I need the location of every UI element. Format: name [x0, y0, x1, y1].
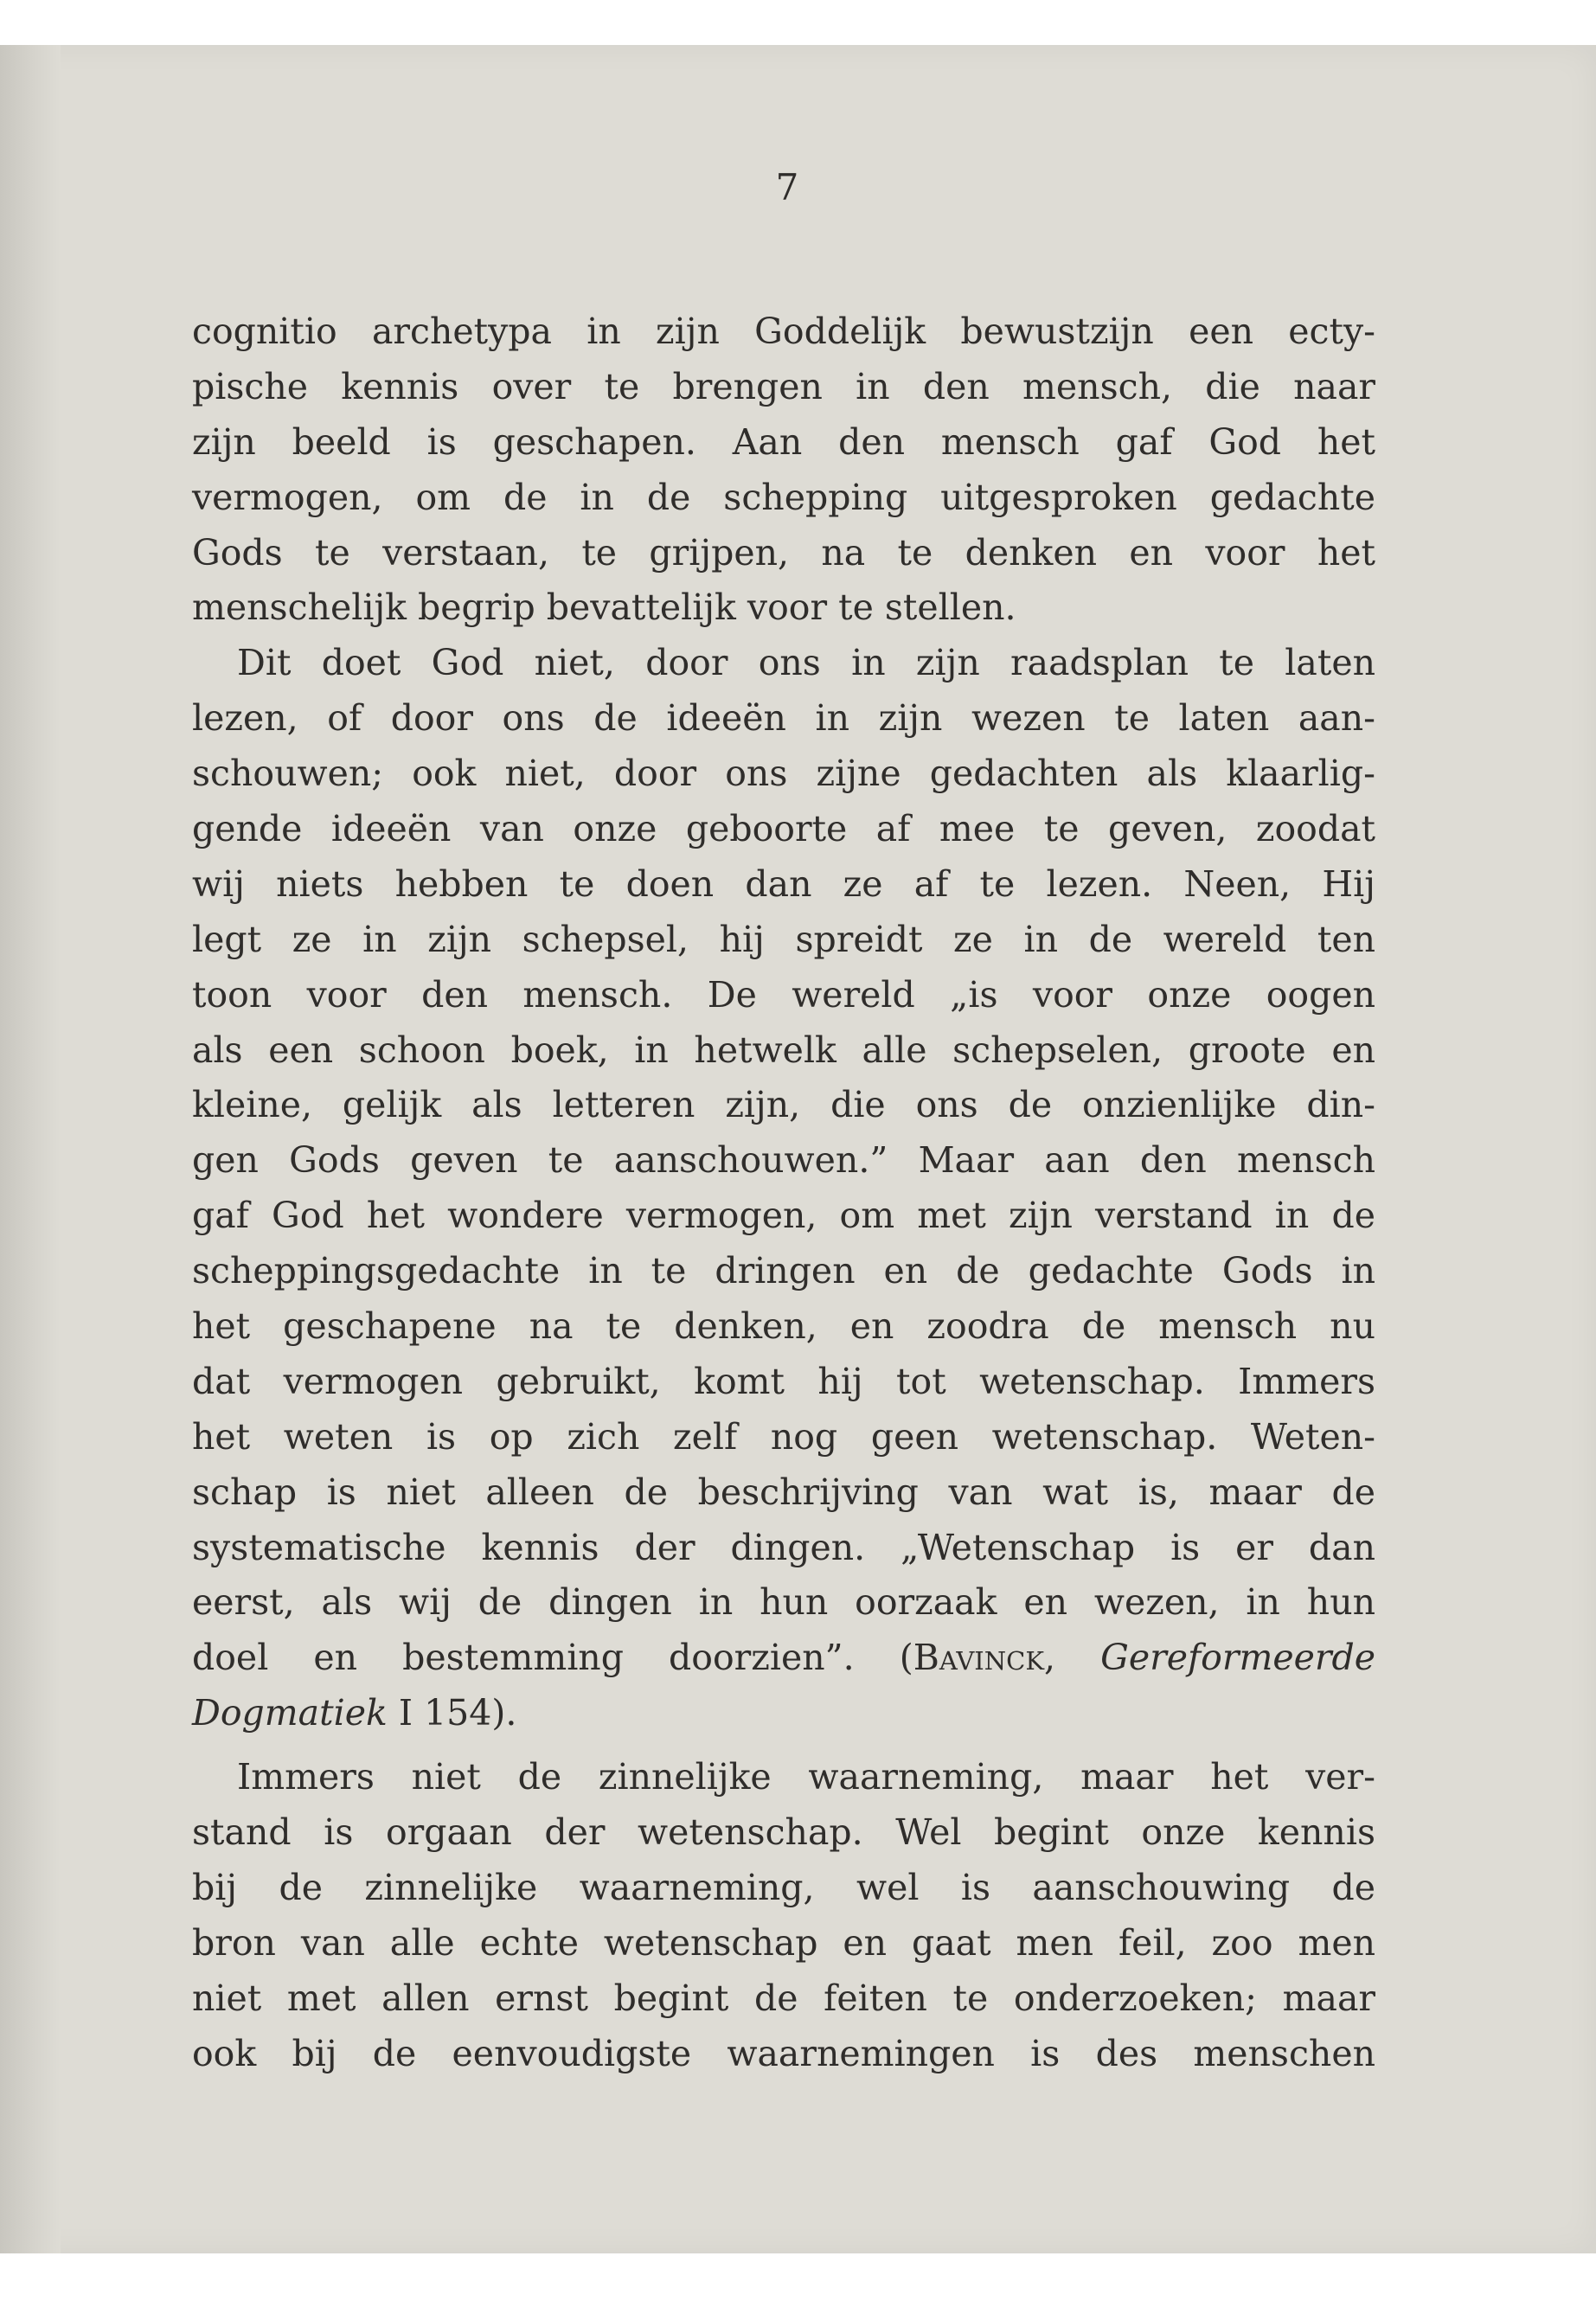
text-line: cognitio archetypa in zijn Goddelijk bewustzijn een ecty-: [192, 311, 1375, 352]
text-line: pische kennis over te brengen in den mensch, die naar: [192, 365, 1375, 407]
text-line: zijn beeld is geschapen. Aan den mensch gaf God het: [192, 420, 1375, 463]
text-line: het geschapene na te denken, en zoodra de mensch nu: [192, 1305, 1375, 1348]
text-line: lezen, of door ons de ideeën in zijn wezen te laten aan-: [192, 697, 1375, 740]
text-line: gende ideeën van onze geboorte af mee te geven, zoodat: [192, 808, 1375, 850]
text-line: gaf God het wondere vermogen, om met zijn verstand in de: [192, 1195, 1375, 1237]
page-number: 7: [775, 166, 799, 208]
text-line: kleine, gelijk als letteren zijn, die ons de onzienlijke din-: [192, 1084, 1375, 1126]
text-line: als een schoon boek, in hetwelk alle schepselen, groote en: [192, 1029, 1375, 1071]
citation-line: [192, 1686, 1375, 1741]
citation-reference: I 154).: [387, 1692, 517, 1734]
text-line: bron van alle echte wetenschap en gaat men feil, zoo men: [192, 1921, 1375, 1964]
citation-title: Gereformeerde: [1100, 1637, 1375, 1679]
body-text: [192, 304, 1375, 2082]
citation-text: doel en bestemming doorzien”. (: [192, 1637, 913, 1679]
text-line: eerst, als wij de dingen in hun oorzaak en wezen, in hun: [192, 1581, 1375, 1624]
text-line: schouwen; ook niet, door ons zijne gedachten als klaarlig-: [192, 753, 1375, 795]
binding-gutter-shadow: [0, 45, 61, 2253]
text-line: stand is orgaan der wetenschap. Wel begint onze kennis: [192, 1811, 1375, 1854]
text-line: menschelijk begrip bevattelijk voor te stellen.: [192, 586, 1016, 629]
citation-author: Bavinck: [913, 1637, 1044, 1679]
text-line: wij niets hebben te doen dan ze af te lezen. Neen, Hij: [192, 862, 1375, 905]
text-line: legt ze in zijn schepsel, hij spreidt ze in de wereld ten: [192, 918, 1375, 960]
text-line: scheppingsgedachte in te dringen en de gedachte Gods in: [192, 1250, 1375, 1292]
text-line: niet met allen ernst begint de feiten te onderzoeken; maar: [192, 1977, 1375, 2019]
text-line: dat vermogen gebruikt, komt hij tot wetenschap. Immers: [192, 1360, 1375, 1402]
scanned-page: [0, 45, 1596, 2253]
text-line: vermogen, om de in de schepping uitgesproken gedachte: [192, 476, 1375, 518]
paragraph-start-line: Immers niet de zinnelijke waarneming, maar het ver-: [237, 1756, 1375, 1798]
text-line: schap is niet alleen de beschrijving van wat is, maar de: [192, 1471, 1375, 1513]
text-line: gen Gods geven te aanschouwen.” Maar aan den mensch: [192, 1139, 1375, 1182]
text-line: ook bij de eenvoudigste waarnemingen is des menschen: [192, 2032, 1375, 2074]
citation-separator: ,: [1044, 1637, 1101, 1679]
citation-title: Dogmatiek: [192, 1692, 388, 1734]
text-line: systematische kennis der dingen. „Wetenschap is er dan: [192, 1526, 1375, 1568]
text-line: Gods te verstaan, te grijpen, na te denken en voor het: [192, 531, 1375, 574]
citation-line: [192, 1631, 1375, 1686]
paragraph-start-line: Dit doet God niet, door ons in zijn raadsplan te laten: [237, 642, 1375, 684]
text-line: het weten is op zich zelf nog geen wetenschap. Weten-: [192, 1415, 1375, 1458]
text-line: toon voor den mensch. De wereld „is voor onze oogen: [192, 973, 1375, 1016]
text-line: bij de zinnelijke waarneming, wel is aanschouwing de: [192, 1866, 1375, 1908]
